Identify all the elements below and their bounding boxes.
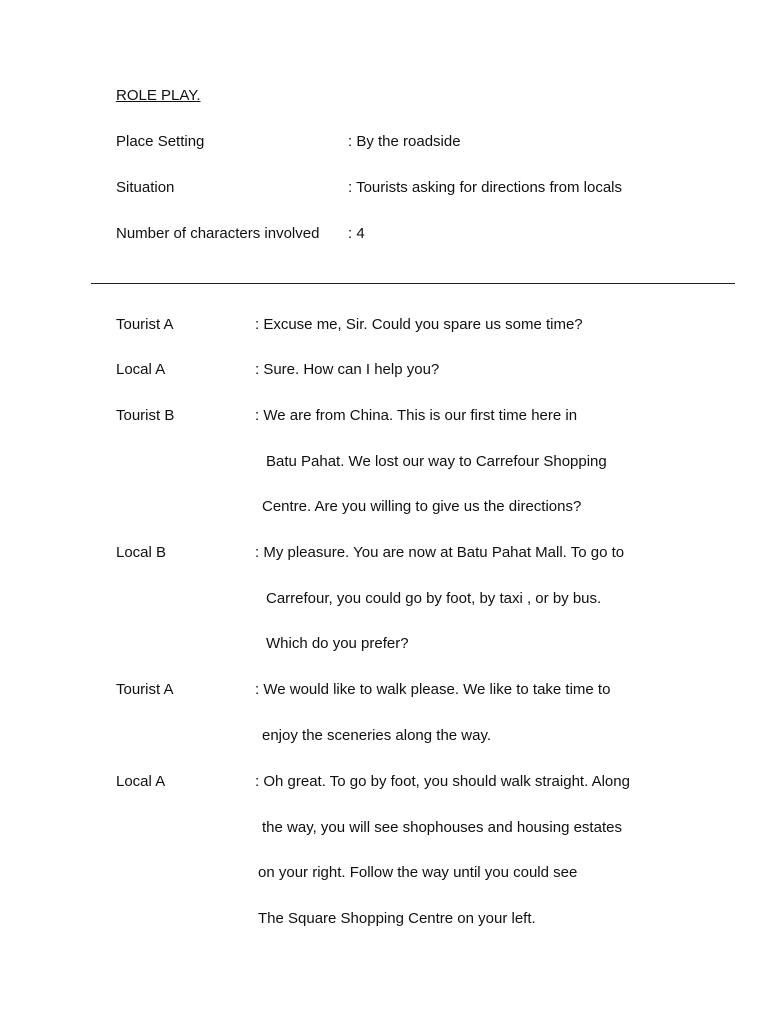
- situation-label: Situation: [116, 179, 175, 196]
- dialogue-line: The Square Shopping Centre on your left.: [258, 910, 536, 927]
- situation-value: : Tourists asking for directions from locals: [348, 179, 622, 196]
- characters-count-value: : 4: [348, 225, 365, 242]
- place-setting-value: : By the roadside: [348, 133, 461, 150]
- section-divider: [91, 283, 735, 284]
- dialogue-line: : Excuse me, Sir. Could you spare us some time?: [255, 316, 583, 333]
- dialogue-speaker: Local A: [116, 361, 166, 378]
- dialogue-speaker: Tourist A: [116, 316, 174, 333]
- dialogue-line: Carrefour, you could go by foot, by taxi , or by bus.: [266, 590, 602, 607]
- dialogue-line: Which do you prefer?: [266, 635, 409, 652]
- dialogue-line: on your right. Follow the way until you could see: [258, 864, 578, 881]
- dialogue-line: : My pleasure. You are now at Batu Pahat Mall. To go to: [255, 544, 625, 561]
- dialogue-line: : We would like to walk please. We like to take time to: [255, 681, 611, 698]
- characters-count-label: Number of characters involved: [116, 225, 320, 242]
- place-setting-label: Place Setting: [116, 133, 205, 150]
- dialogue-line: Centre. Are you willing to give us the directions?: [262, 498, 582, 515]
- dialogue-speaker: Local B: [116, 544, 167, 561]
- dialogue-line: : Sure. How can I help you?: [255, 361, 440, 378]
- dialogue-line: : We are from China. This is our first time here in: [255, 407, 578, 424]
- dialogue-line: : Oh great. To go by foot, you should walk straight. Along: [255, 773, 630, 790]
- dialogue-line: the way, you will see shophouses and housing estates: [262, 819, 622, 836]
- dialogue-line: Batu Pahat. We lost our way to Carrefour Shopping: [266, 453, 607, 470]
- dialogue-line: enjoy the sceneries along the way.: [262, 727, 492, 744]
- dialogue-speaker: Tourist B: [116, 407, 175, 424]
- dialogue-speaker: Local A: [116, 773, 166, 790]
- dialogue-speaker: Tourist A: [116, 681, 174, 698]
- page-title: ROLE PLAY.: [116, 87, 201, 104]
